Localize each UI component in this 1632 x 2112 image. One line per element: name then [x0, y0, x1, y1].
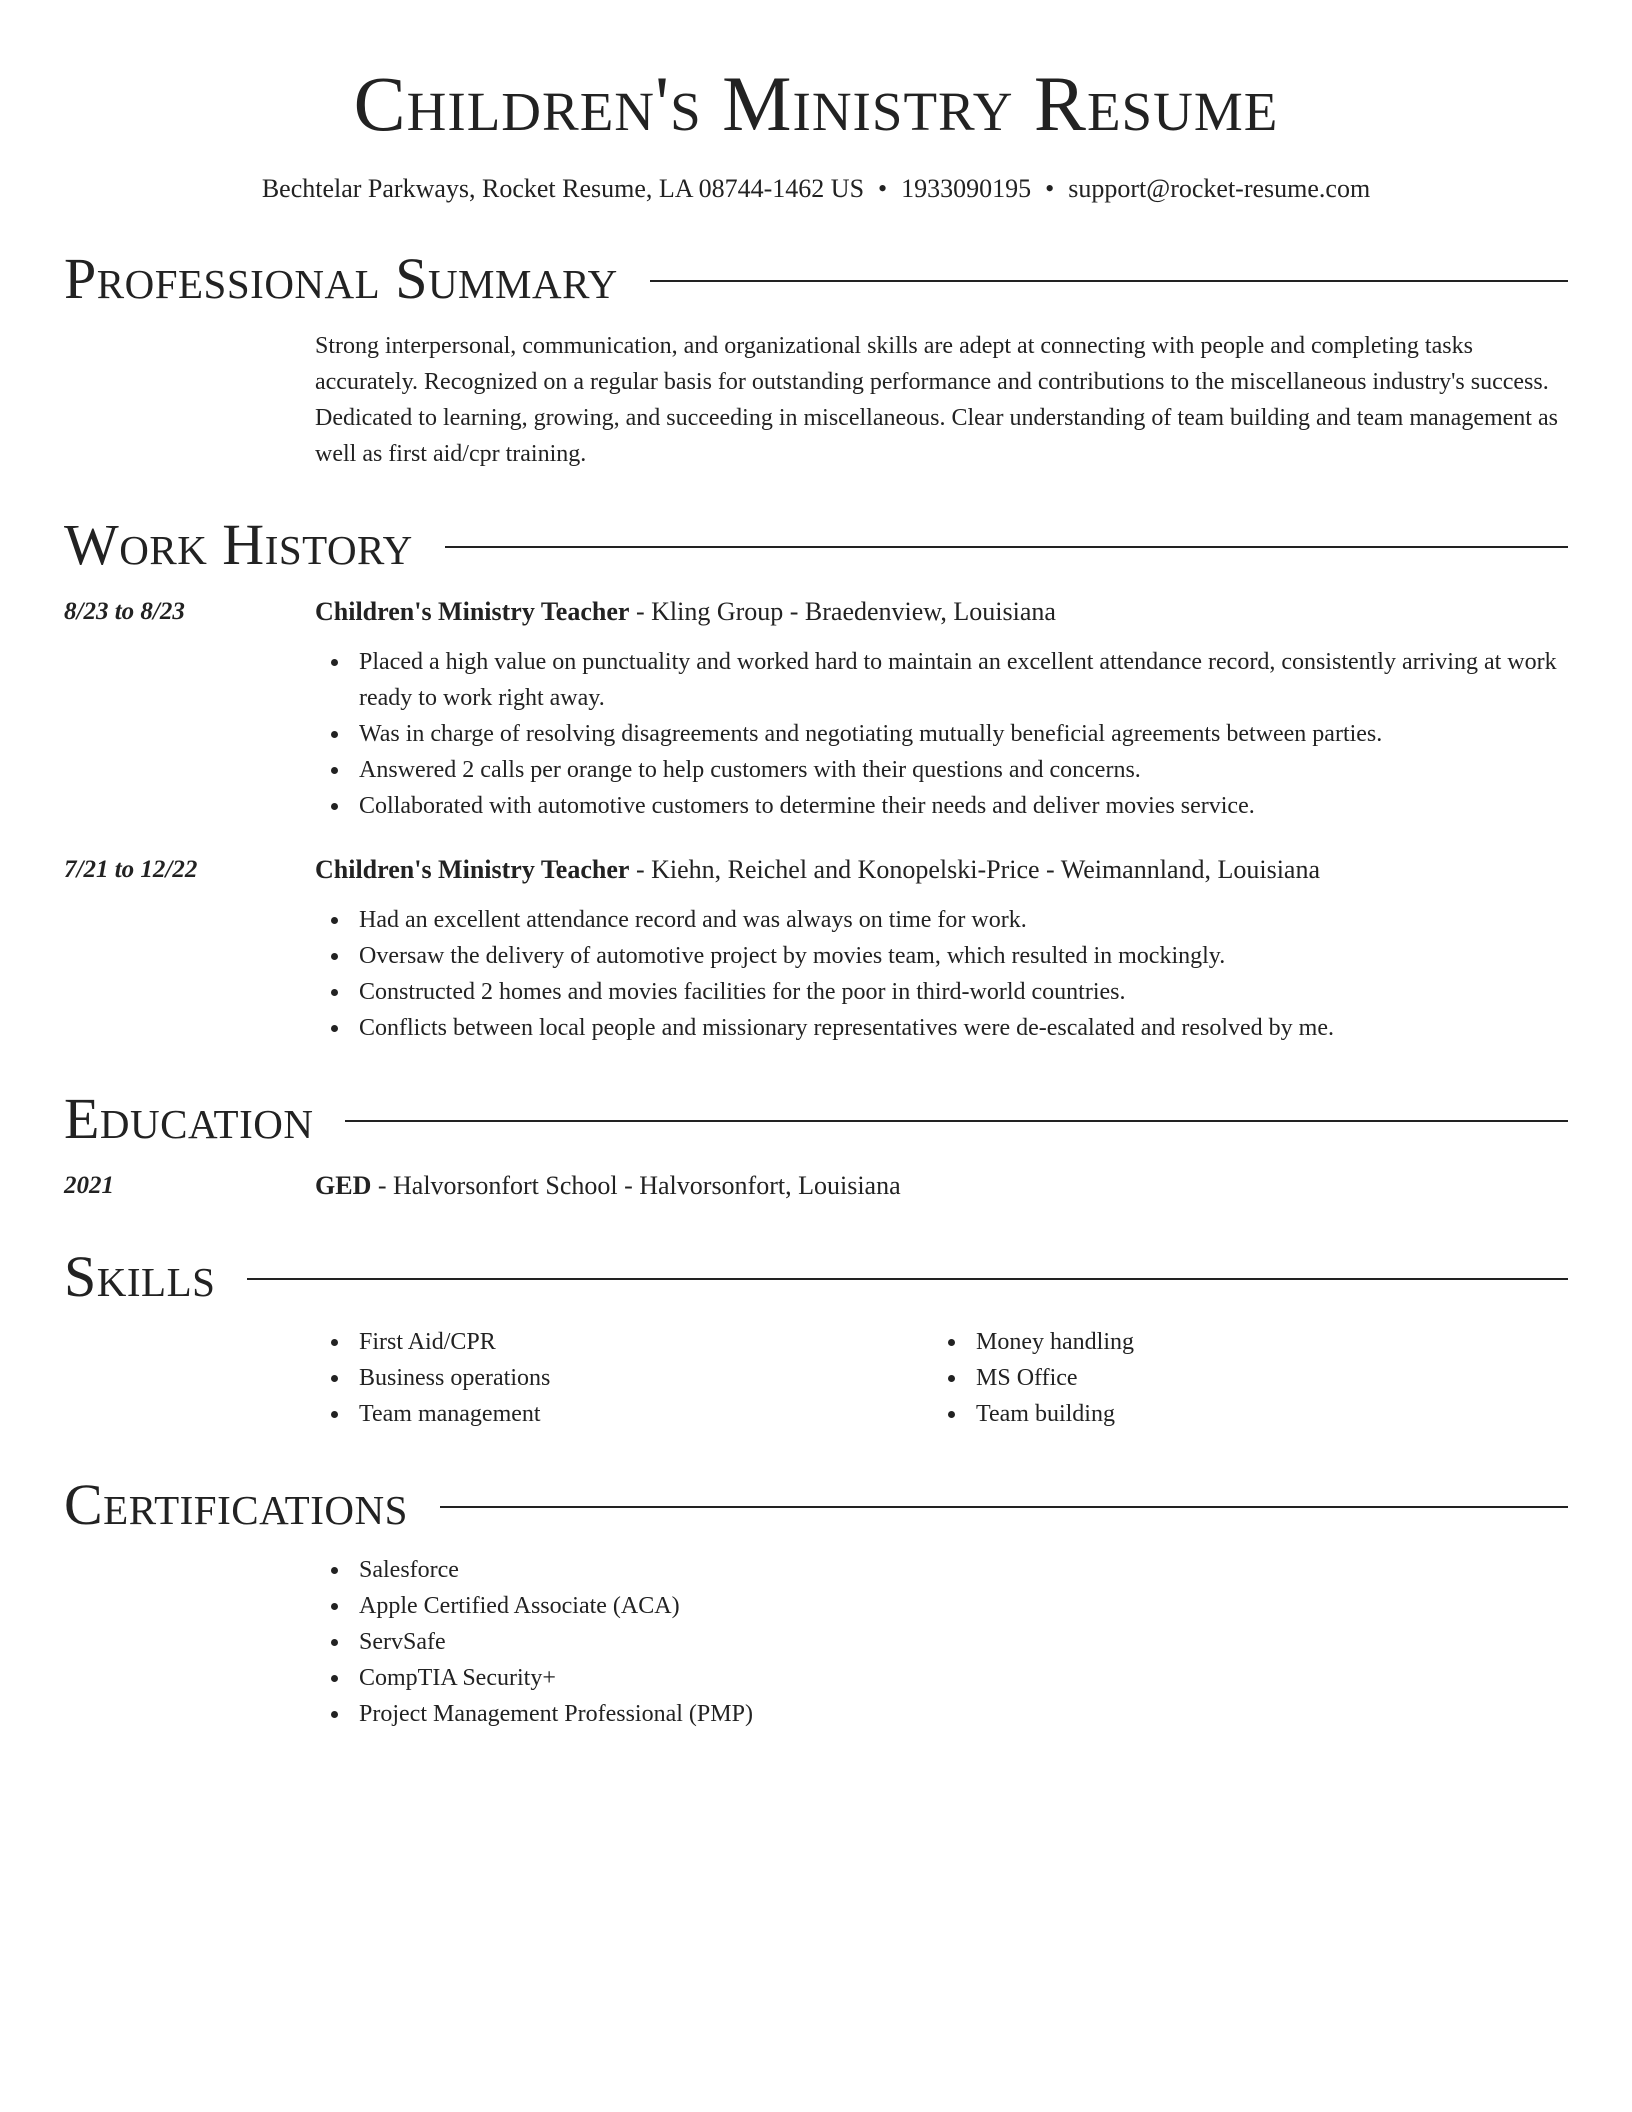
section-title-certifications: Certifications [64, 1472, 408, 1537]
list-item: MS Office [932, 1360, 1549, 1396]
list-item: Project Management Professional (PMP) [315, 1696, 1568, 1732]
education-details [315, 1168, 901, 1204]
section-title-education: Education [64, 1086, 314, 1151]
section-divider [445, 546, 1568, 548]
section-title-summary: Professional Summary [64, 246, 618, 311]
job-title: Children's Ministry Teacher [315, 855, 630, 884]
section-header-summary [64, 246, 1568, 312]
list-item: Apple Certified Associate (ACA) [315, 1588, 1568, 1624]
list-item: Money handling [932, 1324, 1549, 1360]
certifications-list [315, 1552, 1568, 1732]
list-item: Had an excellent attendance record and was always on time for work. [315, 902, 1568, 938]
section-title-work-history: Work History [64, 512, 413, 577]
list-item: CompTIA Security+ [315, 1660, 1568, 1696]
education-school: - Halvorsonfort School - Halvorsonfort, Louisiana [371, 1171, 901, 1200]
job-role [315, 594, 1056, 630]
list-item: Answered 2 calls per orange to help customers with their questions and concerns. [315, 752, 1568, 788]
section-divider [247, 1278, 1568, 1280]
section-divider [345, 1120, 1568, 1122]
list-item: Business operations [315, 1360, 932, 1396]
contact-email: support@rocket-resume.com [1068, 174, 1371, 203]
job-entry [64, 852, 1568, 1046]
education-entry [64, 1168, 1568, 1204]
education-degree: GED [315, 1171, 372, 1200]
skills-column-left [315, 1324, 932, 1432]
section-divider [650, 280, 1568, 282]
job-role [315, 852, 1320, 888]
contact-line [64, 172, 1568, 206]
list-item: Collaborated with automotive customers to determine their needs and deliver movies service. [315, 788, 1568, 824]
list-item: Placed a high value on punctuality and worked hard to maintain an excellent attendance record, consistently arriving at work ready to work right away. [315, 644, 1568, 716]
section-title-skills: Skills [64, 1244, 216, 1309]
skills-column-right [932, 1324, 1549, 1432]
job-bullets [315, 902, 1568, 1046]
job-entry [64, 594, 1568, 824]
education-year: 2021 [64, 1172, 114, 1199]
job-bullets [315, 644, 1568, 824]
job-header [64, 594, 1568, 630]
list-item: Team building [932, 1396, 1549, 1432]
job-header [64, 852, 1568, 888]
list-item: Salesforce [315, 1552, 1568, 1588]
job-dates: 8/23 to 8/23 [64, 598, 185, 625]
contact-address: Bechtelar Parkways, Rocket Resume, LA 08744-1462 US [261, 174, 865, 203]
list-item: Team management [315, 1396, 932, 1432]
job-employer: - Kiehn, Reichel and Konopelski-Price - Weimannland, Louisiana [629, 855, 1321, 884]
section-header-work-history [64, 512, 1568, 578]
job-title: Children's Ministry Teacher [315, 597, 630, 626]
list-item: Was in charge of resolving disagreements and negotiating mutually beneficial agreements between parties. [315, 716, 1568, 752]
contact-separator: • [878, 174, 888, 203]
section-header-certifications [64, 1472, 1568, 1538]
job-dates: 7/21 to 12/22 [64, 856, 198, 883]
section-divider [440, 1506, 1568, 1508]
resume-page [64, 0, 1568, 1732]
section-header-education [64, 1086, 1568, 1152]
list-item: Oversaw the delivery of automotive project by movies team, which resulted in mockingly. [315, 938, 1568, 974]
list-item: Constructed 2 homes and movies facilities for the poor in third-world countries. [315, 974, 1568, 1010]
list-item: ServSafe [315, 1624, 1568, 1660]
list-item: Conflicts between local people and missionary representatives were de-escalated and resolved by me. [315, 1010, 1568, 1046]
job-employer: - Kling Group - Braedenview, Louisiana [629, 597, 1056, 626]
contact-phone: 1933090195 [901, 174, 1032, 203]
section-header-skills [64, 1244, 1568, 1310]
list-item: First Aid/CPR [315, 1324, 932, 1360]
summary-text: Strong interpersonal, communication, and organizational skills are adept at connecting with people and completing tasks accurately. Recognized on a regular basis for outstanding performance and contributions to the miscellaneous industry's success. Dedicated to learning, growing, and succeeding in miscellaneous. Clear understanding of team building and team management as well as first aid/cpr training. [315, 333, 1558, 467]
skills-grid [315, 1324, 1568, 1432]
contact-separator: • [1045, 174, 1055, 203]
resume-title: Children's Ministry Resume [353, 60, 1279, 147]
